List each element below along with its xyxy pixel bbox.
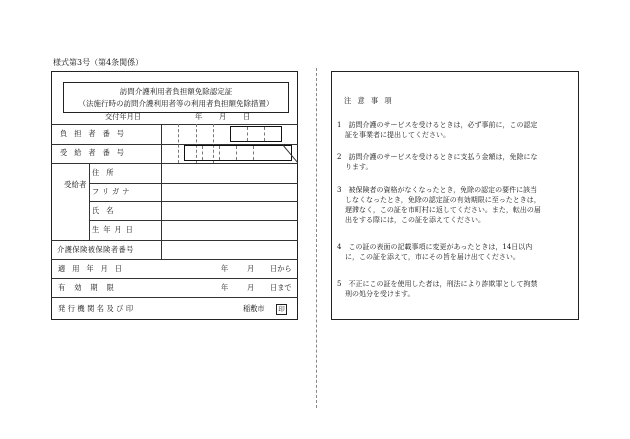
- birthdate-label: 生年月日: [92, 225, 137, 234]
- rule: [161, 163, 162, 240]
- issue-month-unit: 月: [219, 112, 227, 121]
- certificate-title: [63, 82, 289, 113]
- note-line: 5 不正にこの証を使用した者は，刑法により詐欺罪として拘禁: [337, 280, 538, 288]
- note-line: 4 この証の表面の記載事項に変更があったときは，14日以内: [337, 243, 533, 251]
- name-label: 氏名: [92, 206, 121, 215]
- validity-label: 有効期限: [58, 283, 123, 292]
- note-line: しなくなったとき，免除の認定証の有効期限に至ったときは，: [345, 196, 541, 204]
- issue-year-unit: 年: [195, 112, 203, 121]
- valid-day-suffix: 日まで: [270, 283, 292, 292]
- issue-day-unit: 日: [243, 112, 251, 121]
- note-line: 1 訪問介護のサービスを受けるときは，必ず事前に，この認定: [337, 121, 538, 129]
- note-line: に，この証を添えて，市にその旨を届け出てください。: [345, 253, 520, 261]
- notes-heading: 注 意 事 項: [344, 96, 394, 105]
- form-number: 様式第3号（第4条関係）: [53, 58, 144, 67]
- rule: [51, 124, 298, 125]
- start-date-label: 適用年月日: [58, 264, 129, 273]
- insured-number-box[interactable]: [230, 126, 282, 142]
- rule: [51, 278, 298, 279]
- rule: [51, 259, 298, 260]
- insured-number-label: 負担者番号: [60, 129, 131, 138]
- digit-divider: [178, 124, 179, 163]
- valid-year-unit: 年: [221, 283, 229, 292]
- seal-mark: 印: [276, 304, 287, 315]
- address-label-text: 住所: [92, 168, 121, 177]
- furigana-label: フリガナ: [92, 187, 133, 196]
- rule: [161, 240, 162, 259]
- recipient-section-label: 受給者: [64, 180, 87, 189]
- rule: [51, 240, 298, 241]
- note-line: 証を事業者に提出してください。: [345, 131, 450, 139]
- rule: [89, 201, 298, 202]
- note-item-1: [337, 120, 537, 140]
- start-year-unit: 年: [221, 264, 229, 273]
- recipient-number-box[interactable]: [184, 145, 292, 161]
- diagonal-cell: [282, 144, 298, 163]
- title-line-1: 訪問介護利用者負担額免除認定証: [119, 87, 233, 96]
- issuer-label: 発行機関名及び印: [58, 304, 136, 313]
- title-line-2: （法施行時の訪問介護利用者等の利用者負担額免除措置）: [78, 99, 274, 108]
- note-item-5: [337, 279, 537, 299]
- rule: [89, 183, 298, 184]
- valid-month-unit: 月: [247, 283, 255, 292]
- note-line: 2 訪問介護のサービスを受けるときに支払う金額は，免除にな: [337, 153, 538, 161]
- note-line: 刑の処分を受けます。: [345, 290, 415, 298]
- care-insured-number-label: 介護保険被保険者番号: [57, 245, 134, 254]
- fold-line: [316, 68, 317, 408]
- note-line: 出をする際には，この証を添えてください。: [345, 216, 485, 224]
- issuer-name: 稲敷市: [243, 304, 265, 313]
- note-line: 3 被保険者の資格がなくなったとき，免除の認定の要件に該当: [337, 186, 538, 194]
- note-line: ります。: [345, 163, 373, 171]
- note-line: 遅滞なく，この証を市町村に返してください。また，転出の届: [345, 206, 541, 214]
- rule: [51, 297, 298, 298]
- note-item-2: [337, 152, 537, 172]
- start-month-unit: 月: [247, 264, 255, 273]
- note-item-3: [337, 185, 541, 225]
- recipient-number-label: 受給者番号: [60, 148, 131, 157]
- rule: [89, 163, 90, 240]
- note-item-4: [337, 242, 532, 262]
- rule: [161, 124, 162, 163]
- start-day-suffix: 日から: [270, 264, 292, 273]
- rule: [89, 220, 298, 221]
- issue-date-label: 交付年月日: [105, 112, 141, 121]
